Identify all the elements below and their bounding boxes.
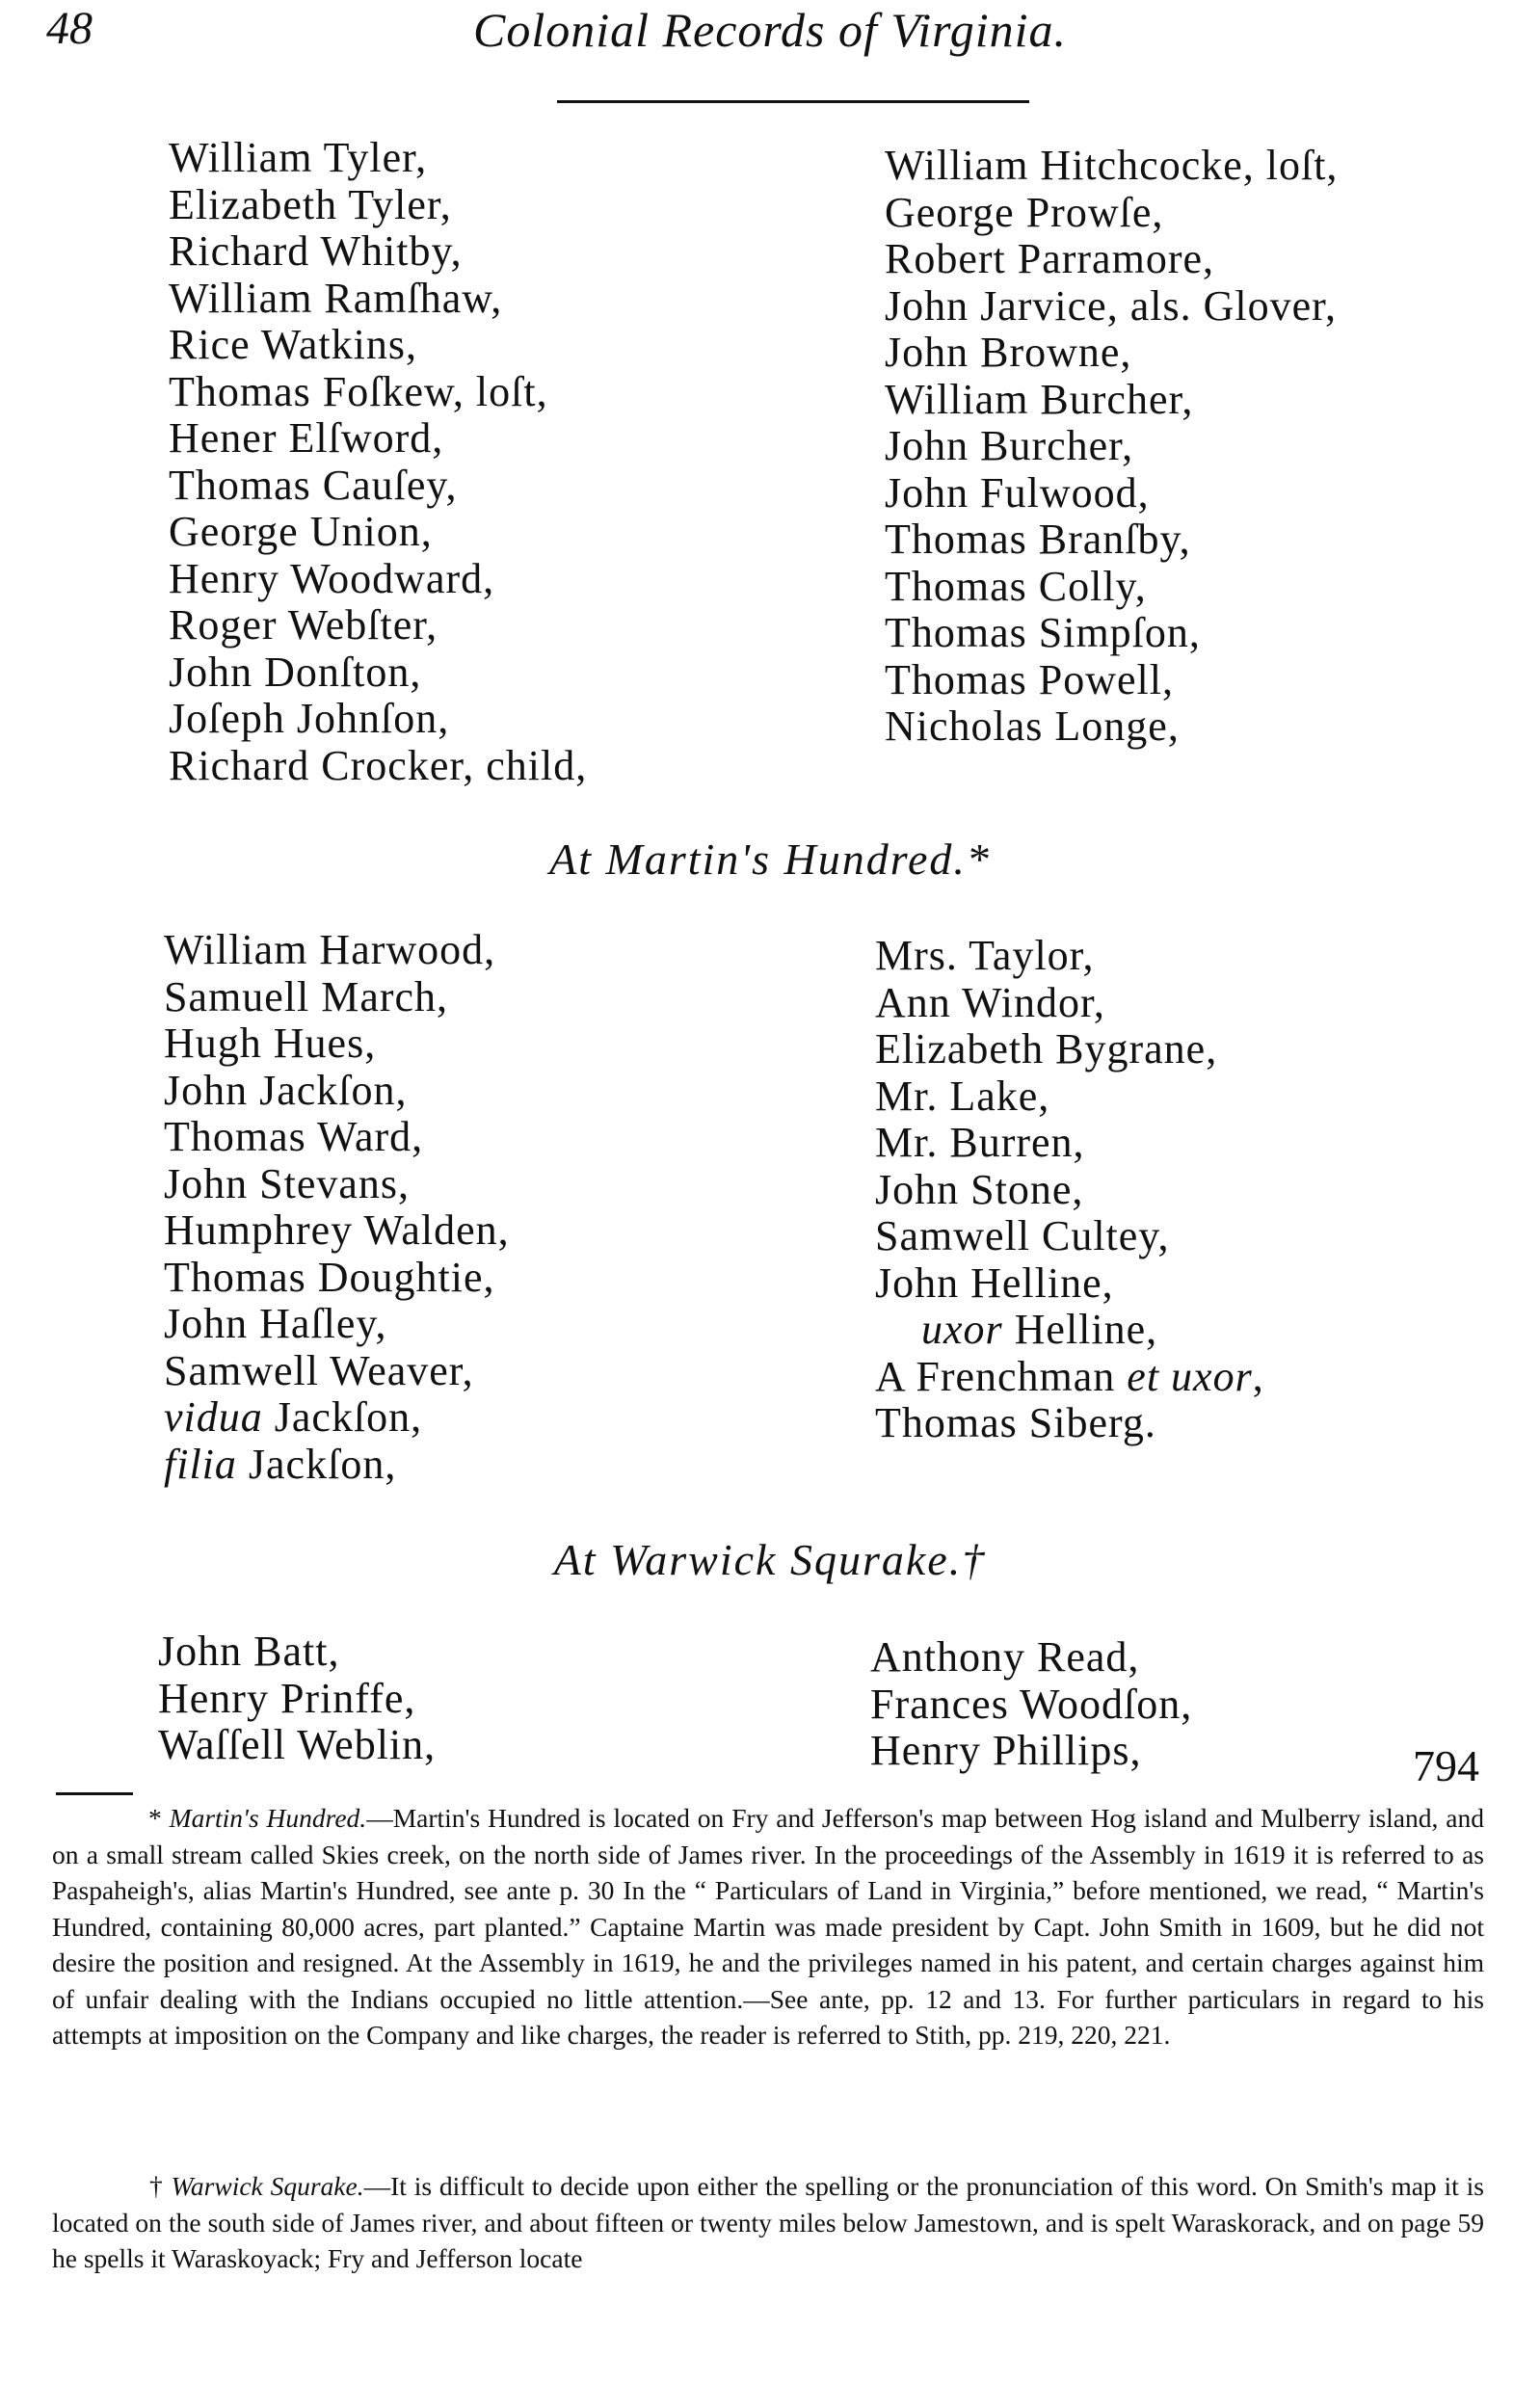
latin-word: vidua bbox=[164, 1393, 263, 1441]
list-item: Samwell Weaver, bbox=[164, 1346, 474, 1394]
list-item: Nicholas Longe, bbox=[885, 702, 1180, 750]
latin-word: filia bbox=[164, 1440, 237, 1488]
list-item: Thomas Colly, bbox=[885, 562, 1147, 610]
header-rule bbox=[557, 100, 1029, 103]
list1-right-column bbox=[885, 143, 1338, 751]
list-item: Henry Woodward, bbox=[169, 554, 495, 602]
list-item: Thomas Branſby, bbox=[885, 516, 1191, 563]
list-item: Thomas Doughtie, bbox=[164, 1253, 495, 1301]
list-item: Elizabeth Tyler, bbox=[169, 180, 452, 228]
section-title-warwick-squrake: At Warwick Squrake.† bbox=[553, 1535, 987, 1584]
list-item: William Hitchcocke, loſt, bbox=[885, 142, 1339, 189]
list-item: Anthony Read, bbox=[870, 1633, 1140, 1681]
martins-right-column bbox=[875, 933, 1264, 1447]
list-item: John Batt, bbox=[158, 1628, 340, 1675]
list-item: John Haſley, bbox=[164, 1300, 387, 1347]
list-item: Frances Woodſon, bbox=[870, 1680, 1193, 1728]
footnote-text: —It is difficult to decide upon either the spelling or the pronunciation of this word. On Smith's map it is located on the south side of James river, and about fifteen or twenty miles below Jamestown, and is spelt Waraskorack, and on page 59 he spells it Waraskoyack; Fry and Jefferson locate bbox=[52, 2171, 1484, 2273]
footnote-martins-hundred bbox=[52, 1800, 1484, 2053]
list-item: John Donſton, bbox=[169, 648, 422, 696]
list-item: John Fulwood, bbox=[885, 468, 1150, 517]
list-item: John Jarvice, als. Glover, bbox=[885, 281, 1338, 330]
list-item: George Union, bbox=[169, 508, 433, 555]
footnote-marker: * bbox=[148, 1803, 170, 1833]
list-item: Ann Windor, bbox=[875, 978, 1105, 1026]
list-item: Thomas Cauſey, bbox=[169, 461, 458, 509]
punctuation: , bbox=[1252, 1352, 1264, 1400]
footnote-warwick-squrake bbox=[52, 2168, 1484, 2277]
list1-left-column bbox=[169, 135, 587, 789]
list-item: William Harwood, bbox=[164, 926, 496, 973]
list-item: John Browne, bbox=[885, 329, 1132, 376]
page-number: 48 bbox=[46, 3, 93, 54]
list-item: John Jackſon, bbox=[164, 1066, 408, 1114]
list-item: Thomas Simpſon, bbox=[885, 609, 1201, 656]
list-item bbox=[164, 1394, 510, 1442]
list-item: Mr. Burren, bbox=[875, 1119, 1085, 1166]
list-item: Rice Watkins, bbox=[169, 321, 417, 368]
list-item: Elizabeth Bygrane, bbox=[875, 1025, 1218, 1073]
warwick-left-column bbox=[158, 1629, 436, 1769]
name-text: Helline, bbox=[1002, 1306, 1158, 1353]
name-text: Jackſon, bbox=[236, 1440, 397, 1488]
signature-mark: 794 bbox=[1413, 1741, 1479, 1790]
list-item: John Helline, bbox=[875, 1258, 1114, 1307]
list-item: Richard Whitby, bbox=[169, 227, 463, 275]
list-item: Hugh Hues, bbox=[164, 1020, 377, 1067]
list-item: John Stevans, bbox=[164, 1159, 410, 1207]
list-item: William Tyler, bbox=[169, 134, 428, 181]
list-item: John Burcher, bbox=[885, 422, 1134, 469]
section-title-martins-hundred: At Martin's Hundred.* bbox=[549, 834, 991, 884]
list-item: Henry Prinffe, bbox=[158, 1674, 416, 1722]
running-title: Colonial Records of Virginia. bbox=[472, 3, 1067, 57]
list-item bbox=[164, 1442, 510, 1489]
list-item bbox=[875, 1307, 1264, 1354]
list-item: Thomas Ward, bbox=[164, 1113, 424, 1160]
name-text: A Frenchman bbox=[875, 1352, 1128, 1400]
list-item: Robert Parramore, bbox=[885, 235, 1214, 282]
list-item: John Stone, bbox=[875, 1165, 1084, 1213]
footnote-rule bbox=[56, 1792, 133, 1795]
list-item: William Ramſhaw, bbox=[169, 274, 503, 322]
list-item: Hener Elſword, bbox=[169, 414, 444, 462]
name-text: Jackſon, bbox=[262, 1393, 423, 1441]
list-item: George Prowſe, bbox=[885, 188, 1164, 236]
list-item: Thomas Foſkew, loſt, bbox=[169, 367, 548, 415]
list-item: Thomas Siberg. bbox=[875, 1399, 1156, 1446]
list-item: Roger Webſter, bbox=[169, 601, 438, 649]
list-item: Samwell Cultey, bbox=[875, 1212, 1170, 1259]
list-item bbox=[875, 1354, 1264, 1401]
list-item: William Burcher, bbox=[885, 375, 1194, 423]
list-item: Mr. Lake, bbox=[875, 1072, 1050, 1120]
footnote-text: —Martin's Hundred is located on Fry and Jefferson's map between Hog island and Mulberry island, and on a small stream called Skies creek, on the north side of James river. In the proceedings of the Assembly in 1619 it is referred to as Paspaheigh's, alias Martin's Hundred, see ante p. 30 In the “ Particulars of Land in Virginia,” before mentioned, we read, “ Martin's Hundred, containing 80,000 acres, part planted.” Captaine Martin was made president by Capt. John Smith in 1609, but he did not desire the position and resigned. At the Assembly in 1619, he and the privileges named in his patent, and certain charges against him of unfair dealing with the Indians occupied no little attention.—See ante, pp. 12 and 13. For further particulars in regard to his attempts at imposition on the Company and like charges, the reader is referred to Stith, pp. 219, 220, 221. bbox=[52, 1803, 1484, 2050]
list-item: Richard Crocker, child, bbox=[169, 741, 588, 789]
warwick-right-column bbox=[870, 1634, 1192, 1775]
list-item: Joſeph Johnſon, bbox=[169, 695, 450, 742]
list-item: Samuell March, bbox=[164, 972, 449, 1020]
list-item: Thomas Powell, bbox=[885, 655, 1174, 703]
list-item: Mrs. Taylor, bbox=[875, 932, 1095, 979]
footnote-title: Warwick Squrake. bbox=[171, 2171, 364, 2201]
latin-word: et uxor bbox=[1127, 1352, 1253, 1400]
list-item: Humphrey Walden, bbox=[164, 1206, 510, 1254]
list-item: Henry Phillips, bbox=[870, 1727, 1142, 1774]
footnote-title: Martin's Hundred. bbox=[169, 1803, 367, 1833]
list-item: Waſſell Weblin, bbox=[158, 1721, 437, 1768]
martins-left-column bbox=[164, 927, 510, 1488]
footnote-marker: † bbox=[148, 2171, 172, 2201]
latin-word: uxor bbox=[921, 1306, 1003, 1353]
